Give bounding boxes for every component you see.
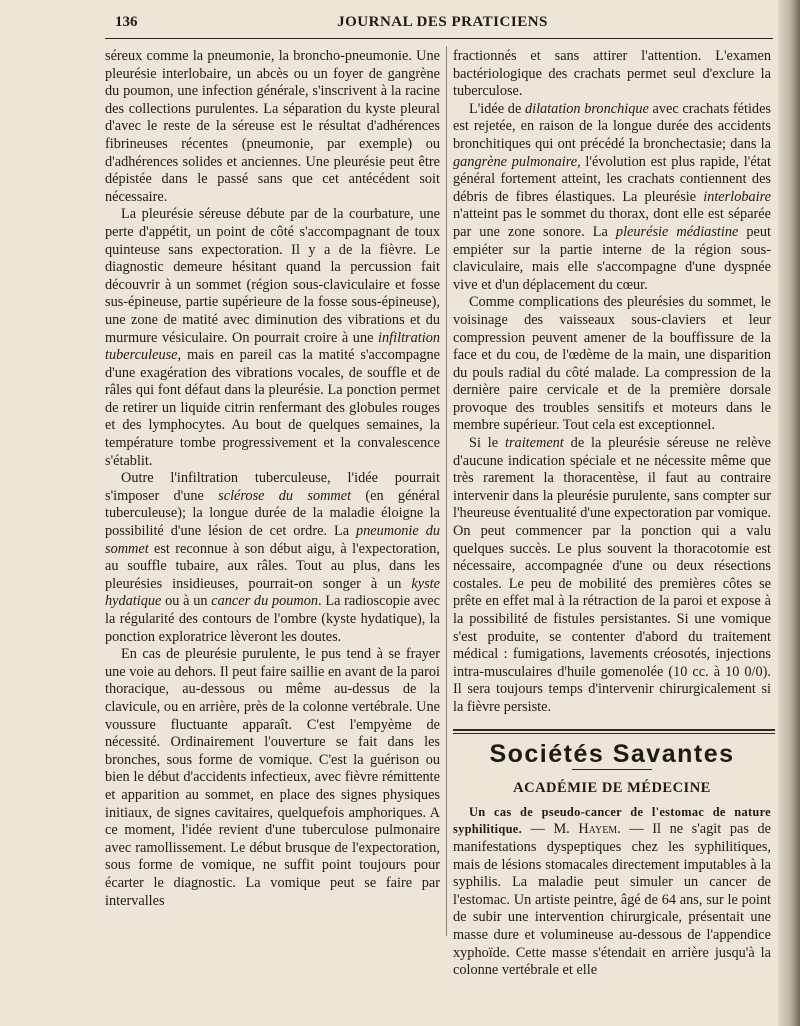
academy-heading: ACADÉMIE DE MÉDECINE <box>513 780 711 797</box>
article-paragraph: Un cas de pseudo-cancer de l'estomac de nature syphilitique. — M. Hayem. — Il ne s'agit pas de manifestations dyspeptiques chez les syphilitiques, mais de lésions stomacales directement imputables à la syphilis. La maladie peut simuler un cancer de l'estomac. Un artiste peintre, âgé de 64 ans, sur le point de subir une intervention chirurgicale, présentait une masse dure et volumineuse au-dessous de l'appendice xyphoïde. Cette masse s'étendait en arrière jusqu'à la colonne vertébrale et elle <box>453 804 771 979</box>
section-rule <box>453 729 775 731</box>
title-underline <box>572 769 652 770</box>
journal-title: JOURNAL DES PRATICIENS <box>337 14 548 30</box>
page-header <box>115 14 770 38</box>
paragraph: La pleurésie séreuse débute par de la courbature, une perte d'appétit, un point de côté s'accompagnant de toux quinteuse sans expectoration. Il y a de la fièvre. Le diagnostic demeure hésitant quand la percussion fait découvrir à un sommet (région sous-claviculaire et fosse sus-épineuse, partie supérieure de la fosse sous-épineuse), une zone de matité avec diminution des vibrations et du murmure vésiculaire. On pourrait croire à une infiltration tuberculeuse, mais en pareil cas la matité s'accompagne d'une exagération des vibrations vocales, de souffle et de râles qui font défaut dans la pleurésie. La ponction permet de retirer un liquide citrin renfermant des globules rouges et des lymphocytes. Au bout de quelques semaines, la température tombe progressivement et la convalescence s'établit. <box>105 206 440 469</box>
paragraph: L'idée de dilatation bronchique avec crachats fétides est rejetée, en raison de la longue durée des accidents bronchitiques qui ont précédé la bronchectasie; dans la gangrène pulmonaire, l'évolution est plus rapide, l'état général fortement atteint, les crachats contiennent des débris de fibres élastiques. La pleurésie interlobaire n'atteint pas le sommet du thorax, dont elle est séparée par une zone sonore. La pleurésie médiastine peut empiéter sur la partie interne de la région sous-claviculaire, mais elle s'accompagne d'une dyspnée vive et d'un déplacement du cœur. <box>453 100 771 293</box>
paragraph: Comme complications des pleurésies du sommet, le voisinage des vaisseaux sous-claviers et leur compression peuvent amener de la bouffissure de la face et du cou, de l'œdème de la main, une disparition du pouls radial du côté malade. La compression de la dernière paire cervicale et de la première dorsale provoque des troubles sensitifs et moteurs dans le membre supérieur. Tout cela est exceptionnel. <box>453 294 771 434</box>
book-spine-shadow <box>778 0 800 1026</box>
left-column <box>105 48 440 910</box>
article-title: Un cas de pseudo-cancer de l'estomac de nature syphilitique. <box>453 804 771 837</box>
paragraph: Outre l'infiltration tuberculeuse, l'idée pourrait s'imposer d'une sclérose du sommet (en général tuberculeuse); la longue durée de la maladie éloigne la possibilité d'une lésion de cet ordre. La pneumonie du sommet est reconnue à son début aigu, à l'expectoration, au souffle tubaire, aux râles. Tout au plus, dans les pleurésies insidieuses, pourrait-on songer à un kyste hydatique ou à un cancer du poumon. La radioscopie avec la régularité des contours de l'ombre (kyste hydatique), la ponction exploratrice lèveront les doutes. <box>105 470 440 645</box>
paragraph: séreux comme la pneumonie, la broncho-pneumonie. Une pleurésie interlobaire, un abcès ou un foyer de gangrène du poumon, une infection générale, s'inscrivent à la racine des collections purulentes. La séparation du kyste pleural d'avec le reste de la séreuse est le résultat d'adhérences fibrineuses récentes (pneumonie, par exemple) ou d'adhérences solides et anciennes. Une pleurésie peut être dépistée dans le passé sans que cet antécédent soit nécessaire. <box>105 48 440 205</box>
article-author: M. Hayem. <box>553 821 621 838</box>
header-rule <box>105 38 773 39</box>
section-rule-thin <box>453 733 775 734</box>
paragraph: Si le traitement de la pleurésie séreuse ne relève d'aucune indication spéciale et ne nécessite même que très rarement la thoracentèse, il faut au contraire intervenir dans la pleurésie purulente, sans compter sur l'heureuse éventualité d'une expectoration par vomique. On peut commencer par la ponction qui a valu quelques succès. Le plus souvent la thoracotomie est nécessaire, accompagnée d'une ou deux résections costales. Le peu de mobilité des premières côtes se prête en effet mal à la rétraction de la paroi et expose à la possibilité de fistules persistantes. Si une vomique s'est produite, se contenter d'abord du traitement médical : fumigations, lavements créosotés, injections intra-musculaires d'huile gomenolée (10 cc. à 10 0/0). Il sera toujours temps d'intervenir chirurgicalement si la fièvre persiste. <box>453 435 771 715</box>
paragraph: fractionnés et sans attirer l'attention. L'examen bactériologique des crachats permet seul d'exclure la tuberculose. <box>453 48 771 100</box>
column-divider <box>446 46 447 936</box>
right-column <box>453 48 771 980</box>
page-number: 136 <box>115 14 138 30</box>
paragraph: En cas de pleurésie purulente, le pus tend à se frayer une voie au dehors. Il peut faire saillie en avant de la paroi thoracique, au-dessous ou même au-dessus de la clavicule, ou en arrière, près de la colonne vertébrale. Une voussure fluctuante apparaît. C'est l'empyème de nécessité. Ordinairement l'ouverture se fait dans les bronches, sous forme de vomique. C'est la guérison ou bien le début d'accidents infectieux, avec fièvre rémittente et apparition au sommet, en place des signes physiques initiaux, de signes cavitaires, quelquefois amphoriques. A ce moment, l'idée revient d'une tuberculose pulmonaire avec ramollissement. Le début brusque de l'expectoration, sous forme de vomique, ne suffit point toujours pour écarter le diagnostic. La vomique peut se faire par intervalles <box>105 646 440 909</box>
section-title: Sociétés Savantes <box>489 739 735 768</box>
